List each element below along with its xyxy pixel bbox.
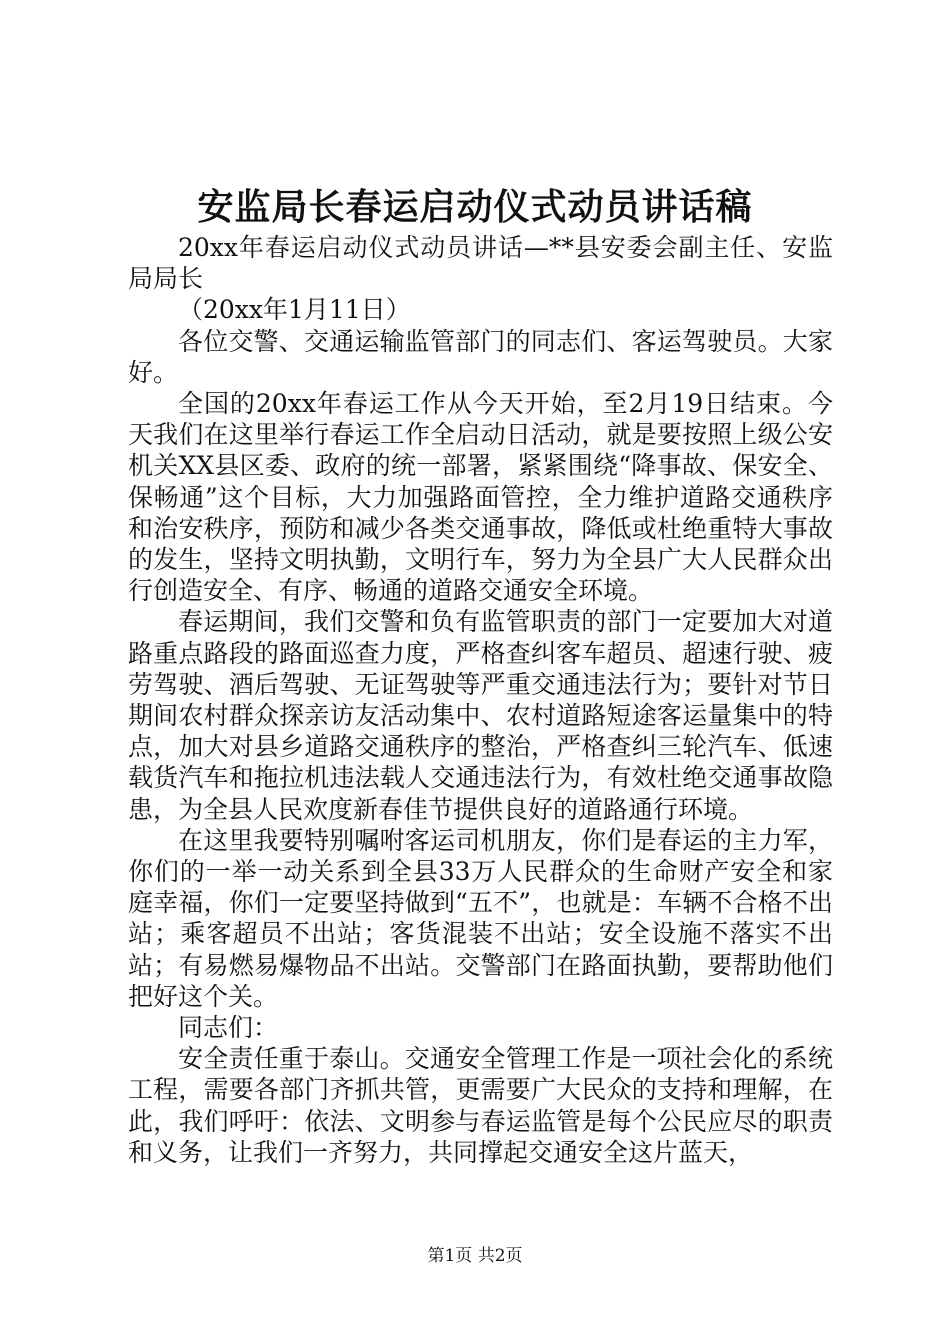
paragraph: 全国的20xx年春运工作从今天开始，至2月19日结束。今天我们在这里举行春运工作全启动日活动，就是要按照上级公安机关XX县区委、政府的统一部署，紧紧围绕“降事故、保安全、保畅通”这个目标，大力加强路面管控，全力维护道路交通秩序和治安秩序，预防和减少各类交通事故，降低或杜绝重特大事故的发生，坚持文明执勤，文明行车，努力为全县广大人民群众出行创造安全、有序、畅通的道路交通安全环境。 <box>128 389 833 606</box>
paragraph-subtitle: 20xx年春运启动仪式动员讲话—**县安委会副主任、安监局局长 <box>128 233 833 294</box>
paragraph-greeting: 各位交警、交通运输监管部门的同志们、客运驾驶员。大家好。 <box>128 326 833 387</box>
page-number: 第1页 共2页 <box>427 1246 523 1266</box>
document-body <box>128 232 833 1168</box>
paragraph-address: 同志们： <box>178 1013 279 1043</box>
paragraph: 春运期间，我们交警和负有监管职责的部门一定要加大对道路重点路段的路面巡查力度，严格查纠客车超员、超速行驶、疲劳驾驶、酒后驾驶、无证驾驶等严重交通违法行为；要针对节日期间农村群众探亲访友活动集中、农村道路短途客运量集中的特点，加大对县乡道路交通秩序的整治，严格查纠三轮汽车、低速载货汽车和拖拉机违法载人交通违法行为，有效杜绝交通事故隐患，为全县人民欢度新春佳节提供良好的道路通行环境。 <box>128 607 833 824</box>
paragraph: 在这里我要特别嘱咐客运司机朋友，你们是春运的主力军，你们的一举一动关系到全县33万人民群众的生命财产安全和家庭幸福，你们一定要坚持做到“五不”，也就是：车辆不合格不出站；乘客超员不出站；客货混装不出站；安全设施不落实不出站；有易燃易爆物品不出站。交警部门在路面执勤，要帮助他们把好这个关。 <box>128 825 833 1011</box>
paragraph: 安全责任重于泰山。交通安全管理工作是一项社会化的系统工程，需要各部门齐抓共管，更需要广大民众的支持和理解，在此，我们呼吁：依法、文明参与春运监管是每个公民应尽的职责和义务，让我们一齐努力，共同撑起交通安全这片蓝天， <box>128 1044 833 1167</box>
paragraph-date: （20xx年1月11日） <box>178 295 411 325</box>
document-title: 安监局长春运启动仪式动员讲话稿 <box>197 186 753 228</box>
